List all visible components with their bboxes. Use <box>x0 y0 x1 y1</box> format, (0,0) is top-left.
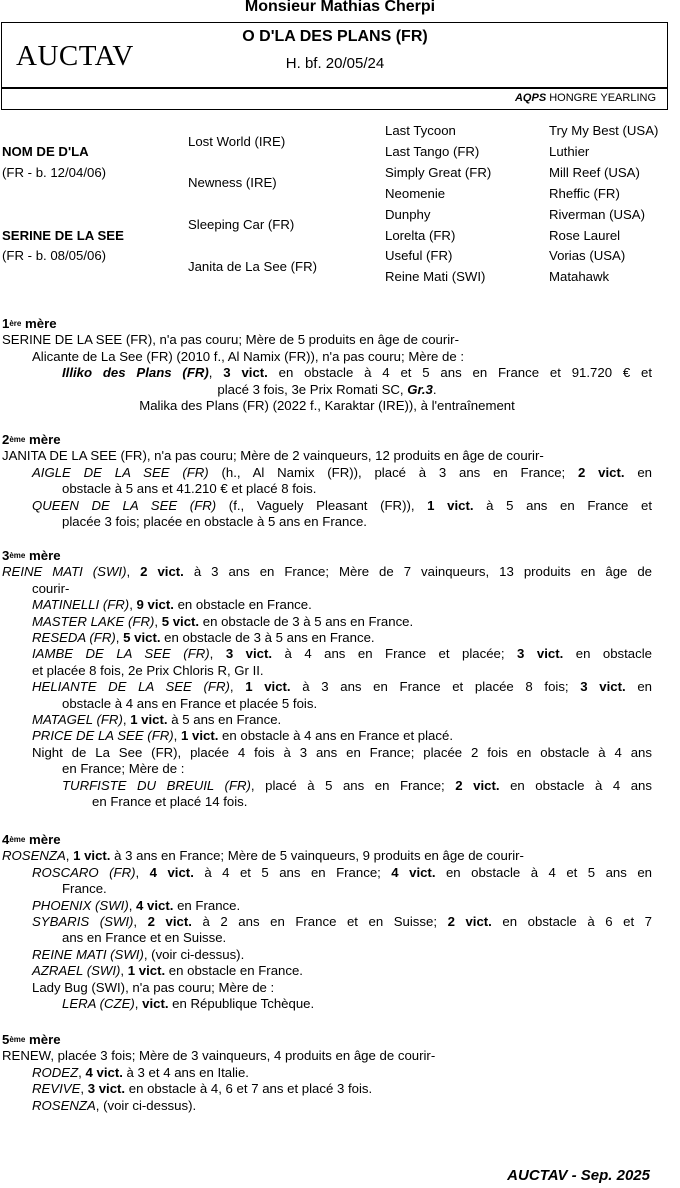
pedigree-line <box>2 564 652 580</box>
pedigree-line <box>62 761 652 777</box>
section-dam-5 <box>2 1032 652 1114</box>
line-text: en obstacle à 4 ans <box>499 777 652 793</box>
pedigree-line <box>32 980 652 996</box>
section-dam-3 <box>2 548 652 811</box>
pedigree-line <box>62 365 652 381</box>
horse-name-ref: ROSENZA <box>32 1097 96 1113</box>
horse-name-ref: RODEZ <box>32 1064 79 1080</box>
line-text: , <box>129 597 137 613</box>
win-count: 2 vict. <box>455 777 500 793</box>
heading-number: 2 <box>2 432 10 447</box>
heading-number: 4 <box>2 832 10 847</box>
heading-number: 1 <box>2 316 10 331</box>
line-text: à 3 ans en France et placée 8 fois; <box>290 679 581 695</box>
section-dam-1 <box>2 316 652 414</box>
gen3-ancestor: Last Tycoon <box>385 123 456 138</box>
horse-name-ref: PHOENIX (SWI) <box>32 897 129 913</box>
sale-brand: AQPS <box>514 92 547 104</box>
horse-name-ref: AIGLE DE LA SEE (FR) <box>32 464 209 480</box>
line-text: , <box>115 630 124 646</box>
heading-ordinal: ème <box>9 835 26 844</box>
horse-name-ref: AZRAEL (SWI) <box>32 963 121 979</box>
pedigree-line <box>32 646 652 662</box>
horse-subtitle: H. bf. 20/05/24 <box>285 55 385 72</box>
line-text: à 3 ans en France; Mère de 7 vainqueurs, 13 produits en âge de <box>183 564 653 580</box>
line-text: en République Tchèque. <box>168 996 315 1012</box>
win-count: 1 vict. <box>127 963 166 979</box>
pedigree-line <box>32 1098 652 1114</box>
line-text: , <box>122 712 131 728</box>
horse-name-ref: PRICE DE LA SEE (FR) <box>32 728 174 744</box>
gen2-ancestor: Newness (IRE) <box>188 175 277 190</box>
pedigree-line <box>32 498 652 514</box>
gen4-ancestor: Rheffic (FR) <box>549 186 620 201</box>
line-text: , <box>173 728 181 744</box>
line-text: , <box>65 848 74 864</box>
win-count: 5 vict. <box>123 630 161 646</box>
line-text: , <box>128 897 137 913</box>
pedigree-line <box>2 848 652 864</box>
horse-name-ref: QUEEN DE LA SEE (FR) <box>32 497 217 513</box>
win-count: 3 vict. <box>87 1081 126 1097</box>
win-count: 5 vict. <box>161 613 200 629</box>
win-count: 1 vict. <box>427 497 474 513</box>
line-text: (f., Vaguely Pleasant (FR)), <box>216 497 428 513</box>
pedigree-line <box>62 778 652 794</box>
auctav-logo: AUCTAV <box>16 40 134 72</box>
line-text: Night de La See (FR), placée 4 fois à 3 ans en France; placée 2 fois en obstacle à 4 ans <box>32 744 652 760</box>
gen2-ancestor: Lost World (IRE) <box>188 134 286 149</box>
gen3-ancestor: Useful (FR) <box>385 248 453 263</box>
line-text: en obstacle <box>563 646 652 662</box>
gen3-ancestor: Simply Great (FR) <box>385 165 492 180</box>
section-dam-2 <box>2 432 652 530</box>
sire-info: (FR - b. 12/04/06) <box>2 165 107 180</box>
gen3-ancestor: Reine Mati (SWI) <box>385 269 486 284</box>
line-text: France. <box>62 881 107 897</box>
heading-ordinal: ère <box>9 319 22 328</box>
section-dam-4 <box>2 832 652 1012</box>
pedigree-line <box>2 382 652 398</box>
horse-name-ref: Gr.3 <box>407 381 433 397</box>
line-text: RENEW, placée 3 fois; Mère de 3 vainqueurs, 4 produits en âge de courir- <box>2 1048 436 1064</box>
win-count: 4 vict. <box>136 897 174 913</box>
line-text: , <box>78 1064 86 1080</box>
horse-name-ref: SYBARIS (SWI) <box>32 914 134 930</box>
line-text: en obstacle à 4 et 5 ans en <box>435 864 653 880</box>
horse-name-ref: REVIVE <box>32 1081 81 1097</box>
gen4-ancestor: Rose Laurel <box>549 228 621 243</box>
win-count: 2 vict. <box>147 914 192 930</box>
line-text: ans en France et en Suisse. <box>62 930 227 946</box>
gen4-ancestor: Vorias (USA) <box>549 248 626 263</box>
win-count: 2 vict. <box>578 464 625 480</box>
line-text: , <box>80 1081 88 1097</box>
line-text: . <box>432 381 437 397</box>
pedigree-line <box>32 1065 652 1081</box>
horse-name: O D'LA DES PLANS (FR) <box>242 28 428 45</box>
horse-name-ref: IAMBE DE LA SEE (FR) <box>32 646 210 662</box>
line-text: en obstacle à 4 et 5 ans en France et 91.720 € et <box>267 365 653 381</box>
pedigree-line <box>62 881 652 897</box>
gen4-ancestor: Mill Reef (USA) <box>549 165 640 180</box>
win-count: 3 vict. <box>517 646 564 662</box>
gen3-ancestor: Neomenie <box>385 186 446 201</box>
line-text: à 5 ans en France et <box>473 497 653 513</box>
horse-name-ref: ROSCARO (FR) <box>32 864 136 880</box>
line-text: , <box>135 864 150 880</box>
line-text: , <box>126 564 141 580</box>
line-text: Alicante de La See (FR) (2010 f., Al Namix (FR)), n'a pas couru; Mère de : <box>32 348 465 364</box>
pedigree-line <box>32 898 652 914</box>
gen4-ancestor: Try My Best (USA) <box>549 123 659 138</box>
heading-number: 3 <box>2 548 10 563</box>
line-text: placé 3 fois, 3e Prix Romati SC, <box>217 381 408 397</box>
pedigree-line <box>62 696 652 712</box>
line-text: en obstacle en France. <box>173 597 312 613</box>
horse-name-ref: REINE MATI (SWI) <box>32 946 144 962</box>
win-count: vict. <box>142 996 169 1012</box>
horse-name-ref: Illiko des Plans (FR) <box>62 365 209 381</box>
horse-name-ref: HELIANTE DE LA SEE (FR) <box>32 679 230 695</box>
line-text: , (voir ci-dessus). <box>143 946 245 962</box>
line-text: à 4 ans en France et placée; <box>272 646 518 662</box>
pedigree-line <box>2 448 652 464</box>
pedigree-line <box>32 745 652 761</box>
sale-name: HONGRE YEARLING <box>546 92 656 104</box>
line-text: en <box>624 464 652 480</box>
section-heading <box>2 316 652 332</box>
sire-name: NOM DE D'LA <box>2 144 89 159</box>
line-text: en obstacle à 6 et 7 <box>491 914 653 930</box>
pedigree-line <box>62 996 652 1012</box>
pedigree-line <box>32 914 652 930</box>
section-heading <box>2 832 652 848</box>
gen4-ancestor: Matahawk <box>549 269 610 284</box>
pedigree-line <box>32 947 652 963</box>
line-text: à 3 et 4 ans en Italie. <box>122 1064 249 1080</box>
line-text: , placé à 5 ans en France; <box>250 777 456 793</box>
line-text: en France. <box>173 897 241 913</box>
pedigree-line <box>2 332 652 348</box>
line-text: Lady Bug (SWI), n'a pas couru; Mère de : <box>32 979 275 995</box>
heading-ordinal: ème <box>9 1035 26 1044</box>
line-text: placée 3 fois; placée en obstacle à 5 ans en France. <box>62 514 367 530</box>
line-text: et placée 8 fois, 2e Prix Chloris R, Gr II. <box>32 662 264 678</box>
horse-name-ref: LERA (CZE) <box>62 996 135 1012</box>
owner-name: Monsieur Mathias Cherpi <box>244 0 436 15</box>
pedigree-line <box>32 614 652 630</box>
line-text: à 2 ans en France et en Suisse; <box>191 914 448 930</box>
win-count: 1 vict. <box>130 712 168 728</box>
heading-ordinal: ème <box>9 435 26 444</box>
heading-ordinal: ème <box>9 551 26 560</box>
pedigree-line <box>32 865 652 881</box>
pedigree-line <box>62 930 652 946</box>
win-count: 3 vict. <box>223 365 268 381</box>
line-text: , <box>133 914 148 930</box>
line-text: en France et placé 14 fois. <box>92 794 248 810</box>
pedigree-line <box>32 597 652 613</box>
horse-name-ref: RESEDA (FR) <box>32 630 116 646</box>
footer-label: AUCTAV - Sep. 2025 <box>507 1167 650 1184</box>
heading-word: mère <box>25 1032 61 1047</box>
win-count: 1 vict. <box>245 679 291 695</box>
heading-word: mère <box>25 832 61 847</box>
line-text: en obstacle à 4, 6 et 7 ans et placé 3 fois. <box>125 1081 373 1097</box>
pedigree-line <box>62 514 652 530</box>
gen4-ancestor: Riverman (USA) <box>549 207 645 222</box>
heading-word: mère <box>25 548 61 563</box>
win-count: 4 vict. <box>85 1064 123 1080</box>
line-text: à 3 ans en France; Mère de 5 vainqueurs, 9 produits en âge de courir- <box>110 848 524 864</box>
line-text: obstacle à 5 ans et 41.210 € et placé 8 fois. <box>62 481 317 497</box>
horse-name-ref: MATAGEL (FR) <box>32 712 123 728</box>
gen3-ancestor: Lorelta (FR) <box>385 228 456 243</box>
win-count: 4 vict. <box>149 864 194 880</box>
win-count: 1 vict. <box>73 848 111 864</box>
win-count: 2 vict. <box>140 564 184 580</box>
sale-label <box>515 92 656 104</box>
win-count: 3 vict. <box>580 679 626 695</box>
gen2-ancestor: Janita de La See (FR) <box>188 259 318 274</box>
win-count: 4 vict. <box>391 864 436 880</box>
pedigree-line <box>62 481 652 497</box>
gen3-ancestor: Dunphy <box>385 207 431 222</box>
pedigree-line <box>32 630 652 646</box>
line-text: en obstacle de 3 à 5 ans en France. <box>160 630 375 646</box>
pedigree-line <box>2 1048 652 1064</box>
pedigree-line <box>32 663 652 679</box>
gen2-ancestor: Sleeping Car (FR) <box>188 217 295 232</box>
dam-info: (FR - b. 08/05/06) <box>2 248 107 263</box>
line-text: à 4 et 5 ans en France; <box>193 864 392 880</box>
line-text: JANITA DE LA SEE (FR), n'a pas couru; Mère de 2 vainqueurs, 12 produits en âge de courir- <box>2 448 544 464</box>
pedigree-line <box>32 349 652 365</box>
line-text: en obstacle de 3 à 5 ans en France. <box>199 613 414 629</box>
gen3-ancestor: Last Tango (FR) <box>385 144 480 159</box>
line-text: en obstacle à 4 ans en France et placé. <box>218 728 453 744</box>
section-heading <box>2 1032 652 1048</box>
line-text: en France; Mère de : <box>62 761 185 777</box>
line-text: en <box>625 679 652 695</box>
line-text: , <box>209 646 226 662</box>
horse-name-ref: REINE MATI (SWI) <box>2 564 127 580</box>
line-text: , <box>154 613 162 629</box>
line-text: en obstacle en France. <box>165 963 303 979</box>
line-text: , <box>229 679 246 695</box>
pedigree-line <box>32 679 652 695</box>
pedigree-line <box>2 398 652 414</box>
line-text: , <box>120 963 128 979</box>
line-text: , (voir ci-dessus). <box>95 1097 197 1113</box>
heading-word: mère <box>21 316 57 331</box>
pedigree-line <box>32 581 652 597</box>
line-text: à 5 ans en France. <box>167 712 282 728</box>
line-text: , <box>208 365 224 381</box>
pedigree-line <box>32 728 652 744</box>
win-count: 3 vict. <box>225 646 273 662</box>
pedigree-line <box>32 1081 652 1097</box>
line-text: courir- <box>32 580 70 596</box>
pedigree-line <box>32 712 652 728</box>
line-text: SERINE DE LA SEE (FR), n'a pas couru; Mère de 5 produits en âge de courir- <box>2 332 459 348</box>
horse-name-ref: MATINELLI (FR) <box>32 597 130 613</box>
gen4-ancestor: Luthier <box>549 144 590 159</box>
line-text: (h., Al Namix (FR)), placé à 3 ans en France; <box>208 464 579 480</box>
heading-number: 5 <box>2 1032 10 1047</box>
section-heading <box>2 548 652 564</box>
line-text: , <box>134 996 143 1012</box>
horse-name-ref: TURFISTE DU BREUIL (FR) <box>62 777 251 793</box>
win-count: 9 vict. <box>136 597 174 613</box>
dam-name: SERINE DE LA SEE <box>2 228 124 243</box>
line-text: Malika des Plans (FR) (2022 f., Karaktar (IRE)), à l'entraînement <box>139 398 515 414</box>
horse-name-ref: MASTER LAKE (FR) <box>32 613 155 629</box>
pedigree-line <box>32 963 652 979</box>
win-count: 1 vict. <box>181 728 219 744</box>
section-heading <box>2 432 652 448</box>
pedigree-line <box>92 794 652 810</box>
pedigree-line <box>32 465 652 481</box>
horse-name-ref: ROSENZA <box>2 848 66 864</box>
line-text: obstacle à 4 ans en France et placée 5 fois. <box>62 695 318 711</box>
win-count: 2 vict. <box>447 914 492 930</box>
heading-word: mère <box>25 432 61 447</box>
